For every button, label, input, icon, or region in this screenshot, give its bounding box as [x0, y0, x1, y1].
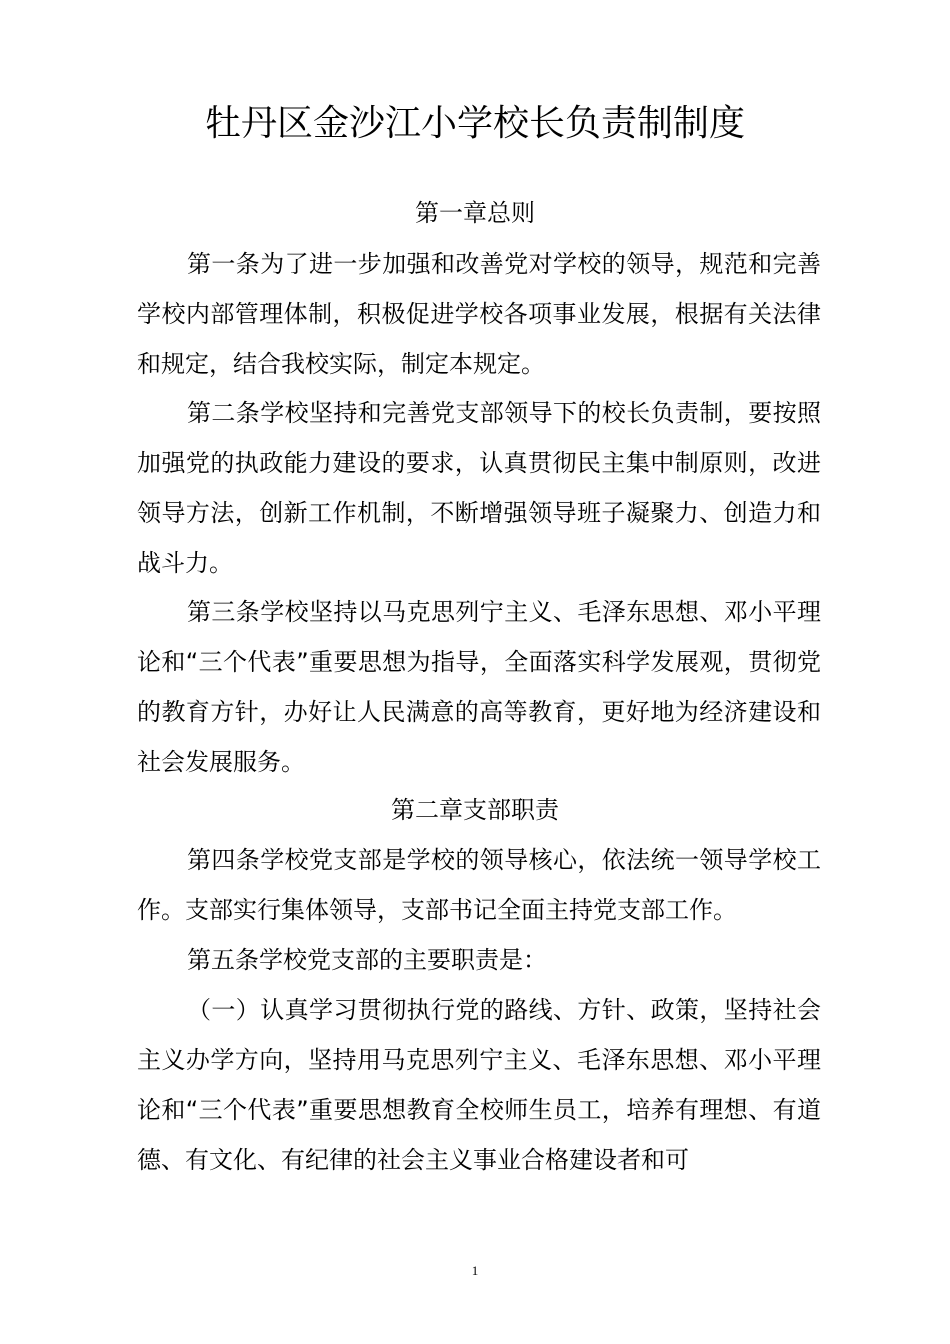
item-1-paragraph: （一）认真学习贯彻执行党的路线、方针、政策，坚持社会主义办学方向，坚持用马克思列宁主义、毛泽东思想、邓小平理论和“三个代表”重要思想教育全校师生员工，培养有理想、有道德、有文化、有纪律的社会主义事业合格建设者和可 [137, 996, 821, 1174]
article-5-paragraph: 第五条学校党支部的主要职责是： [187, 946, 547, 974]
chapter-1-heading: 第一章总则 [415, 199, 535, 227]
article-3-paragraph: 第三条学校坚持以马克思列宁主义、毛泽东思想、邓小平理论和“三个代表”重要思想为指导，全面落实科学发展观，贯彻党的教育方针，办好让人民满意的高等教育，更好地为经济建设和社会发展服务。 [137, 598, 821, 776]
article-2-paragraph: 第二条学校坚持和完善党支部领导下的校长负责制，要按照加强党的执政能力建设的要求，认真贯彻民主集中制原则，改进领导方法，创新工作机制，不断增强领导班子凝聚力、创造力和战斗力。 [137, 399, 821, 577]
document-title: 牡丹区金沙江小学校长负责制制度 [204, 103, 745, 144]
chapter-2-heading: 第二章支部职责 [391, 796, 559, 824]
article-1-paragraph: 第一条为了进一步加强和改善党对学校的领导，规范和完善学校内部管理体制，积极促进学校各项事业发展，根据有关法律和规定，结合我校实际，制定本规定。 [137, 250, 821, 378]
page-number: 1 [471, 1263, 479, 1278]
article-4-paragraph: 第四条学校党支部是学校的领导核心，依法统一领导学校工作。支部实行集体领导，支部书记全面主持党支部工作。 [137, 846, 821, 924]
